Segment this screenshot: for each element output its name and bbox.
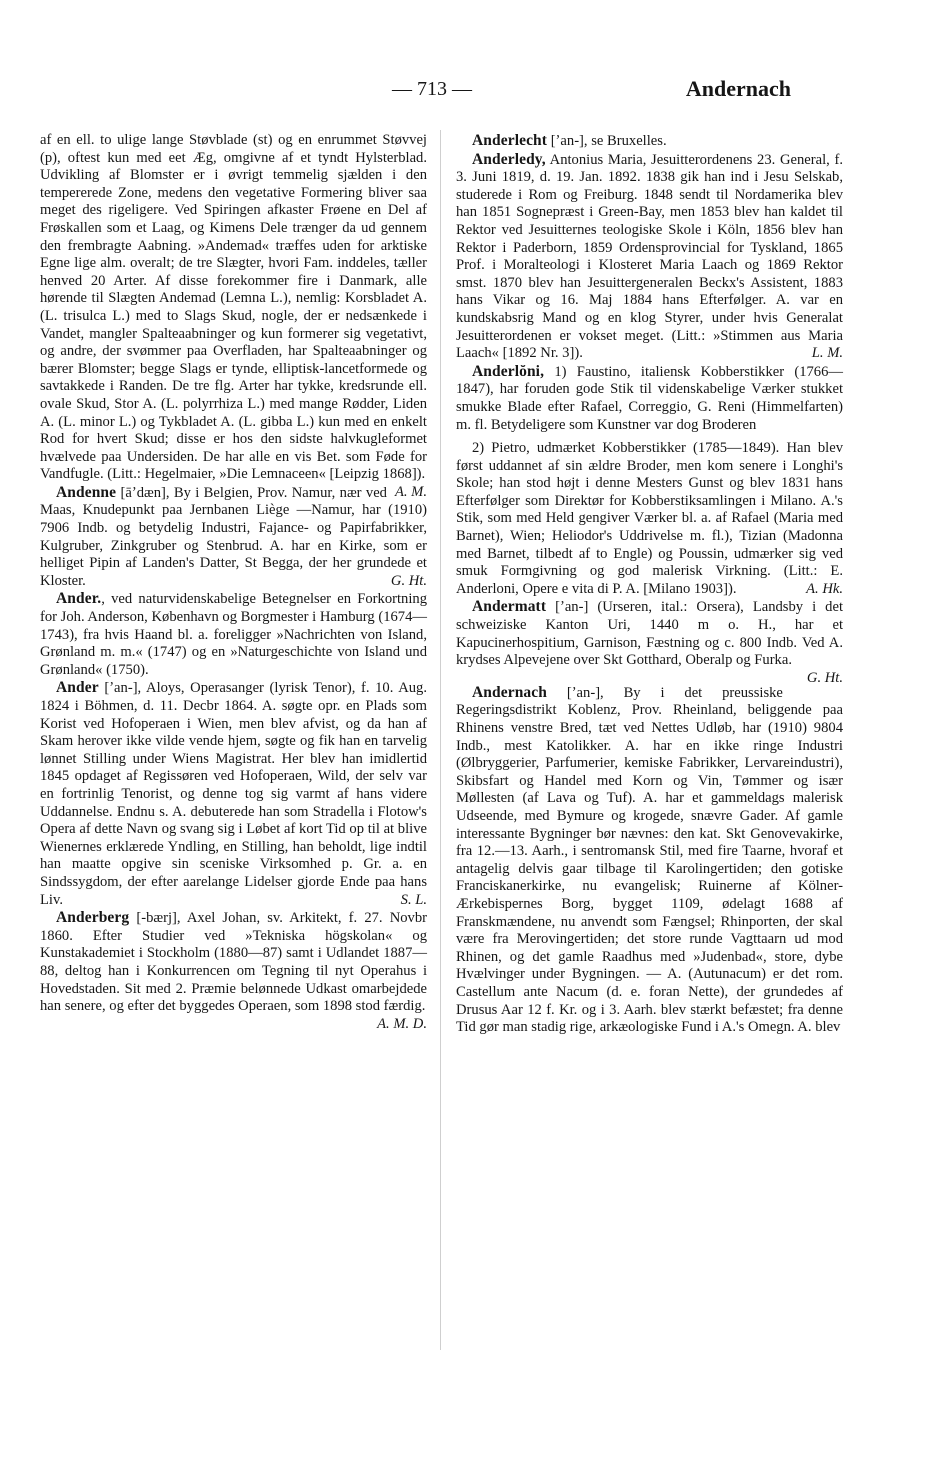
entry-text: [ʼan-], se Bruxelles. <box>547 133 667 149</box>
entry-anderloni-pietro <box>456 440 843 598</box>
entry-text: Antonius Maria, Jesuitterordenens 23. General, f. 3. Juni 1819, d. 19. Jan. 1892. 1838 gik han ind i Jesu Selskab, studerede i Rom og Freiburg. 1848 sendt til Nordamerika blev han 1851 Sognepræst i Green-Bay, men 1853 blev han kaldet til Rektor ved Jesuitternes teologiske Skole i Köln, 1856 blev han Rektor i Paderborn, 1859 Ordensprovincial for Tyskland, 1865 Prof. i Moralteologi i Klosteret Maria Laach og 1869 Rektor smst. 1870 blev han Jesuittergeneralen Beckx's Assistent, 1883 hans Vikar og 16. Maj 1884 hans Efterfølger. A. var en kundskabsrig Mand og en klog Styrer, under hvis Generalat Jesuitterordenen er vokset meget. (Litt.: »Stimmen aus Maria Laach« [1892 Nr. 3]). <box>456 151 843 362</box>
author-signature: A. Hk. <box>806 580 843 597</box>
headword: Andenne <box>56 483 117 501</box>
author-signature: A. M. D. <box>377 1015 427 1032</box>
page-number: — 713 — <box>392 78 472 100</box>
entry-text: [-bærj], Axel Johan, sv. Arkitekt, f. 27. Novbr 1860. Efter Studier ved »Tekniska högskolan« og Kunstakademiet i Stockholm (1880—87) samt i Udlandet 1887—88, deltog han i Konkurrencen om Tegning til nyt Operahus i Hovedstaden. Sit med 2. Præmie belønnede Udkast omarbejdede han senere, og efter det byggedes Operaen, som 1898 stod færdig. <box>40 910 427 1015</box>
entry-andermatt <box>456 598 843 686</box>
entry-andernach <box>456 684 843 1037</box>
entry-ander-abbrev <box>40 590 427 679</box>
column-divider <box>440 130 441 1350</box>
entry-text: 1) Faustino, italiensk Kobberstikker (1766—1847), har foruden gode Stik til videnskabelige Værker stukket smukke Blade efter Rafael, Correggio, G. Reni (Himmelfarten) m. fl. Betydeligere som Kunstner var dog Broderen <box>456 363 843 433</box>
entry-text: [āʼdæn], By i Belgien, Prov. Namur, nær ved Maas, Knudepunkt paa Jernbanen Liège —Namur, har (1910) 7906 Indb. og betydelig Industri, Fajance- og Papirfabrikker, Kulgruber, Zinkgruber og Stenbrud. A. har en Kirke, som er helliget Pipin af Landen's Datter, St Begga, der her grundede et Kloster. <box>40 484 427 589</box>
entry-text: [ʼan-], By i det preussiske Regeringsdistrikt Koblenz, Prov. Rheinland, beliggende paa Rhinens venstre Bred, tæt ved Nettes Udløb, har (1910) 9804 Indb., mest Katolikker. A. har en ikke ringe Industri (Ølbryggerier, Parfumerier, kemiske Fabrikker, Lervareindustri), Skibsfart og Handel med Korn og Vin, Tømmer og især Møllesten (af Lava og Tuf). A. har et gammeldags malerisk Udseende, med Bymure og krogede, snævre Gader. Af gamle interessante Bygninger bør nævnes: den kat. Skt Genovevakirke, fra 12.—13. Aarh., i sentromansk Stil, med fire Taarne, hvoraf et antagelig delvis gaar tilbage til Karolingertiden; den gotiske Franciskanerkirke, nu evangelisk; Ruinerne af Kölner-Ærkebispernes Borg, bygget 1109, ødelagt 1688 af Franskmændene, nu anvendt som Fængsel; Rhinporten, der skal være fra Merovingertiden; det store runde Vagttaarn ud mod Rhinen, og det gamle Raadhus med »Judenbad«, store, dybe Hvælvinger under Bygningen. — A. (Autunacum) er det rom. Castellum ante Nacum (d. e. foran Nette), der grundedes af Drusus Aar 12 f. Kr. og i 3. Aarh. blev stærkt befæstet; fra denne Tid gør man stadig rige, arkæologiske Fund i A.'s Omegn. A. blev <box>456 684 843 1036</box>
entry-anderloni <box>456 363 843 434</box>
entry-andenne <box>40 484 427 591</box>
headword: Andernach <box>472 683 547 701</box>
author-signature: A. M. <box>394 483 427 500</box>
author-signature: S. L. <box>400 891 427 908</box>
headword: Anderlŏni, <box>472 362 545 380</box>
running-head: Andernach <box>685 76 791 101</box>
headword: Ander <box>56 679 99 697</box>
page-header <box>0 72 928 106</box>
headword: Andermatt <box>472 598 547 616</box>
headword: Anderlecht <box>472 132 548 149</box>
author-signature: G. Ht. <box>806 669 843 686</box>
author-signature: G. Ht. <box>390 572 427 589</box>
entry-text: [ʼan-], Aloys, Operasanger (lyrisk Tenor), f. 10. Aug. 1824 i Böhmen, d. 11. Decbr 1864. A. søgte opr. en Plads som Korist ved Hofoperaen i Wien, men blev afvist, og da han af Skam herover ikke vilde vende hjem, søgte og fik han en tarvelig lønnet Stilling under Wiens Magistrat. Her blev han imidlertid 1845 opdaget af Regissøren ved Hofoperaen, Wild, der selv var en fortrinlig Tenorist, og denne tog sig varmt af hans videre Uddannelse. Endnu s. A. debuterede han som Stradella i Flotow's Opera af dette Navn og svang sig i Løbet af kort Tid op til at blive Wienernes erklærede Yndling, en Stilling, han beholdt, lige indtil han maatte opgive sin sceniske Virksomhed p. Gr. a. en Sindssygdom, der efter aarelange Lidelser gjorde Ende paa hans Liv. <box>40 680 427 908</box>
entry-text: , ved naturvidenskabelige Betegnelser en Forkortning for Joh. Anderson, København og Borgmester i Hamburg (1674—1743), fra hvis Haand bl. a. foreligger »Nachrichten von Island, Grønland m. m.« (1747) og en »Naturgeschichte von Island und Grønland« (1750). <box>40 591 427 678</box>
entry-text: 2) Pietro, udmærket Kobberstikker (1785—1849). Han blev først uddannet af sin ældre Broder, men kom senere i Longhi's Skole; han stod højt i denne Mesters Gunst og blev 1831 hans Efterfølger som Direktør for Kobberstiksamlingen i Milano. A.'s Stik, som med Held gengiver Værker bl. a. af Rafael (Maria med Barnet), Wien; Heliodor's Uddrivelse m. fl.), Tizian (Madonna med Barnet, tilbedt af to Engle) og Poussin, udmærker sig ved smuk Formgivning og god malerisk Virkning. (Litt.: E. Anderloni, Opere e vita di P. A. [Milano 1903]). <box>456 440 843 597</box>
headword: Ander. <box>56 590 102 608</box>
entry-anderberg <box>40 909 427 1032</box>
entry-anderledy <box>456 151 843 363</box>
entry-ander-aloys <box>40 679 427 909</box>
headword: Anderledy, <box>472 150 546 168</box>
entry-text: af en ell. to ulige lange Støvblade (st) og en enrummet Støvvej (p), oftest kun med eet Æg, omgivne af et tyndt Hylsterblad. Udvikling af Blomster er i øvrigt temmelig sjælden i den tempererede Zone, medens den vegetative Formering bliver saa meget des rigeligere. Ved Spiringen afkaster Frøene en Del af Frøskallen som et Laag, og Kimens Dele trænger da ud gennem den frembragte Aabning. »Andemad« træffes uden for arktiske Egne lige alm. overalt; de tre Slægter, hvori Fam. inddeles, tæller henved 20 Arter. Af disse forekommer fire i Danmark, alle hørende til Slægten Andemad (Lemna L.), nemlig: Korsbladet A. (L. trisulca L.) med to Slags Skud, nogle, der er nedsænkede i Vandet, mangler Spalteaabninger og kun formerer sig vegetativt, og andre, der svømmer paa Overfladen, har Spalteaabninger og bærer Blomster; begge Slags er tynde, elliptisk-lancetformede og savtakkede i Randen. De tre flg. Arter har tykke, kredsrunde ell. ovale Skud, Stor A. (L. polyrrhiza L.) med mange Rødder, Liden A. (L. minor L.) og Tykbladet A. (L. gibba L.) kun med en enkelt Rod for hvert Skud; disse er hos den sidste halvkugleformet hvælvede paa Undersiden. De har alle en vis Bet. som Føde for Vandfugle. (Litt.: Hegelmaier, »Die Lemnaceen« [Leipzig 1868]). <box>40 132 427 483</box>
author-signature: L. M. <box>811 345 843 362</box>
left-column <box>40 132 427 1033</box>
entry-anderlecht <box>456 132 843 151</box>
right-column <box>456 132 843 1037</box>
headword: Anderberg <box>56 909 130 927</box>
entry-text: [ʼan-] (Urseren, ital.: Orsera), Landsby i det schweiziske Kanton Uri, 1440 m o. H., har et Kapucinerhospitium, Garnison, Fæstning og c. 800 Indb. Ved A. krydses Alpevejene over Skt Gotthard, Oberalp og Furka. <box>456 599 843 669</box>
